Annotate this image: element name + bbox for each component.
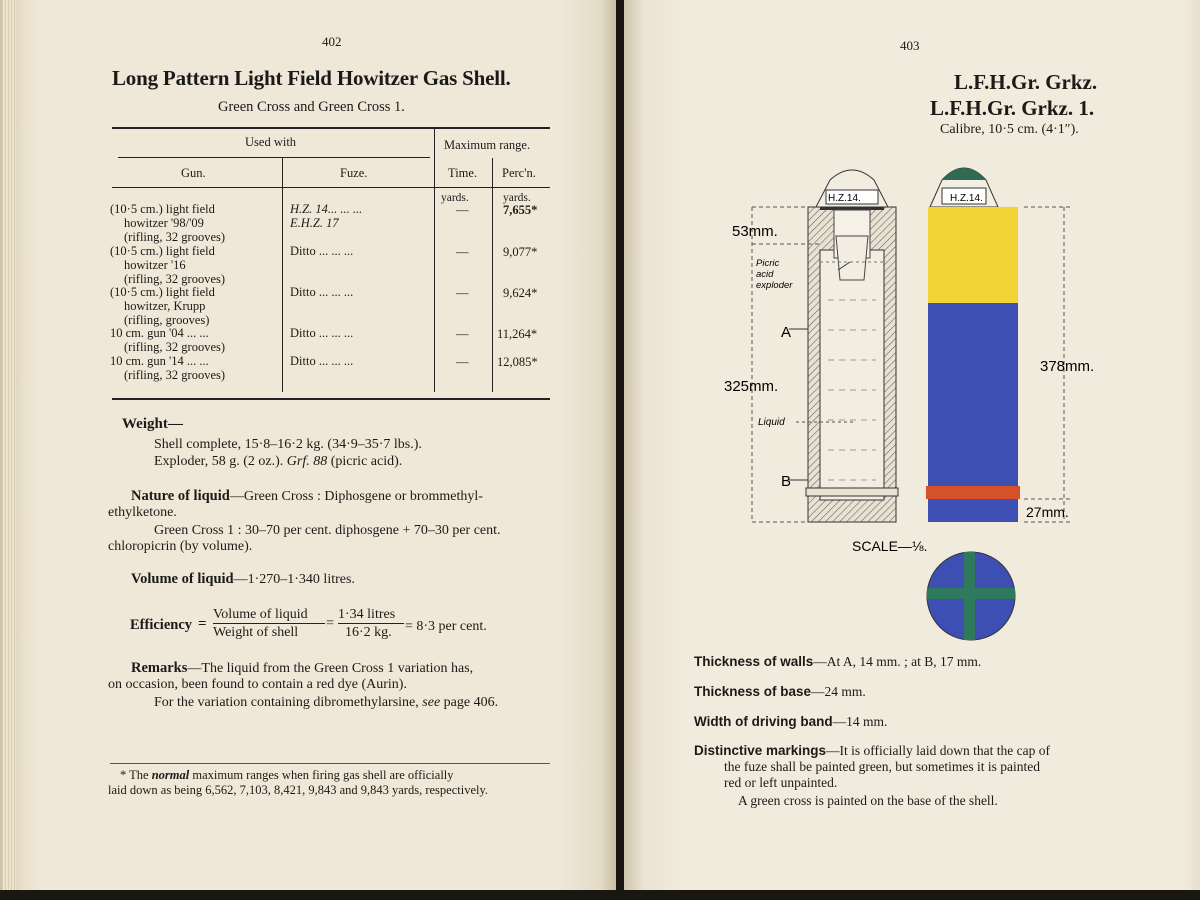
dimension-53mm: 53mm. [732, 223, 778, 240]
markings-line-4: A green cross is painted on the base of the shell. [738, 793, 998, 808]
gun-cell: (rifling, 32 grooves) [124, 368, 226, 382]
efficiency-equals: = [198, 616, 207, 632]
markings-line-3: red or left unpainted. [724, 775, 838, 790]
fuze-cap [942, 168, 986, 180]
gun-cell: (rifling, 32 grooves) [124, 230, 226, 244]
liquid-label: Liquid [758, 417, 785, 428]
gun-cell: howitzer '16 [124, 258, 186, 272]
footnote-line-2: laid down as being 6,562, 7,103, 8,421, 9,843 and 9,843 yards, respectively. [108, 783, 489, 797]
remarks-see: see [422, 695, 441, 710]
walls-heading: Thickness of walls [694, 654, 814, 669]
nature-heading: Nature of liquid [131, 488, 230, 504]
efficiency-heading: Efficiency [130, 617, 193, 633]
dimension-27mm: 27mm. [1026, 504, 1069, 520]
remarks-line-3 [154, 695, 498, 711]
fuze-cell: Ditto ... ... ... [290, 326, 354, 340]
left-page-number: 402 [322, 34, 342, 49]
walls-line [694, 654, 981, 670]
table-row [110, 202, 225, 244]
gun-cell: (10·5 cm.) light field [110, 285, 215, 299]
perc-cell: 7,655* [503, 203, 538, 217]
efficiency-numerator-2: 1·34 litres [338, 607, 396, 622]
remarks-text: —The liquid from the Green Cross 1 variation has, [187, 661, 474, 676]
nature-text: —Green Cross : Diphosgene or brommethyl- [229, 489, 483, 504]
efficiency-denominator-1: Weight of shell [213, 625, 299, 640]
gun-cell: (10·5 cm.) light field [110, 244, 215, 258]
dimension-325mm: 325mm. [724, 378, 779, 395]
markings-text: —It is officially laid down that the cap of [826, 743, 1050, 758]
table-bottom-rule [112, 398, 550, 400]
table-row [110, 285, 215, 327]
perc-cell: 9,077* [503, 245, 538, 259]
gun-cell: 10 cm. gun '04 ... ... [110, 326, 209, 340]
table-used-with-rule [118, 157, 430, 158]
remarks-heading: Remarks [131, 660, 188, 676]
gun-cell: 10 cm. gun '14 ... ... [110, 354, 209, 368]
header-max-range: Maximum range. [444, 138, 531, 152]
gun-cell: (rifling, 32 grooves) [124, 272, 226, 286]
band-text: —14 mm. [832, 714, 888, 729]
header-fuze: Fuze. [340, 166, 368, 180]
header-used-with: Used with [245, 135, 297, 149]
header-gun: Gun. [181, 166, 206, 180]
nature-line-4: chloropicrin (by volume). [108, 539, 253, 554]
band-heading: Width of driving band [694, 714, 833, 729]
markings-line-1 [694, 743, 1050, 759]
dimension-378mm: 378mm. [1040, 358, 1095, 375]
gun-cell: howitzer, Krupp [124, 299, 206, 313]
scale-label: SCALE—⅛. [852, 538, 928, 554]
remarks-variation: For the variation containing dibromethylarsine, [154, 695, 419, 710]
page-title: Long Pattern Light Field Howitzer Gas Shell. [112, 66, 511, 90]
walls-text: —At A, 14 mm. ; at B, 17 mm. [813, 654, 982, 669]
efficiency-denominator-2: 16·2 kg. [345, 625, 392, 640]
volume-text: —1·270–1·340 litres. [233, 572, 355, 587]
time-cell: — [456, 286, 469, 300]
footnote-rule [110, 763, 550, 764]
time-cell: — [456, 245, 469, 259]
driving-band [926, 486, 1020, 499]
time-cell: — [456, 355, 469, 369]
page-subtitle: Green Cross and Green Cross 1. [218, 99, 405, 115]
unit-time: yards. [441, 192, 469, 204]
picric-label-1: Picric [756, 258, 780, 269]
time-cell: — [456, 327, 469, 341]
fuze-label-sectional: H.Z.14. [828, 193, 861, 204]
perc-cell: 9,624* [503, 286, 538, 300]
footnote-line-1 [120, 768, 454, 783]
efficiency-numerator-1: Volume of liquid [213, 607, 308, 622]
efficiency-result: = 8·3 per cent. [405, 619, 487, 634]
header-time: Time. [448, 166, 478, 180]
weight-heading: Weight— [122, 416, 183, 432]
base-view [927, 552, 1015, 640]
table-row [110, 354, 225, 382]
table-top-rule [112, 127, 550, 129]
perc-cell: 11,264* [497, 327, 538, 341]
remarks-line-1 [131, 660, 473, 677]
right-page-number: 403 [900, 38, 920, 53]
volume-heading: Volume of liquid [131, 571, 234, 587]
picric-label-3: exploder [756, 280, 793, 291]
fuze-cell [290, 202, 362, 230]
green-cross-horizontal [927, 588, 1015, 599]
label-point-a: A [781, 324, 792, 341]
markings-heading: Distinctive markings [694, 743, 827, 758]
picric-label-2: acid [756, 269, 774, 280]
table-vline-main [434, 128, 435, 392]
nature-line-2: ethylketone. [108, 505, 177, 520]
base-line [694, 684, 866, 700]
fuze-text: H.Z. 14... ... ... [290, 202, 363, 216]
table-row [110, 244, 225, 286]
page-edges [2, 0, 16, 890]
weight-exploder-model: Grf. 88 [286, 454, 328, 469]
fraction-bar-2 [338, 623, 404, 624]
footnote-mark: * The [120, 768, 149, 782]
shell-diagram [624, 150, 1200, 650]
table-header-rule [112, 187, 550, 188]
weight-line-2 [154, 454, 402, 470]
designation-line-1: L.F.H.Gr. Grkz. [954, 70, 1098, 94]
table-vline-time [492, 158, 493, 392]
footnote-text: maximum ranges when firing gas shell are officially [192, 768, 454, 782]
weight-exploder-note: (picric acid). [330, 454, 403, 469]
nature-line-3: Green Cross 1 : 30–70 per cent. diphosgene + 70–30 per cent. [154, 523, 501, 538]
gun-cell: howitzer '98/'09 [124, 216, 204, 230]
designation-line-2: L.F.H.Gr. Grkz. 1. [930, 96, 1095, 120]
header-perc: Perc'n. [502, 166, 536, 180]
fuze-text: E.H.Z. 17 [290, 216, 339, 230]
painted-shell-view [926, 168, 1070, 522]
remarks-page-ref: page 406. [443, 695, 499, 710]
nature-line-1 [131, 488, 483, 505]
markings-line-2: the fuze shall be painted green, but sometimes it is painted [724, 759, 1041, 774]
unit-perc: yards. [503, 192, 531, 204]
time-cell: — [456, 203, 469, 217]
fuze-label-painted: H.Z.14. [950, 193, 983, 204]
table-row [110, 326, 225, 354]
label-point-b: B [781, 473, 792, 490]
band-line [694, 714, 887, 730]
gun-cell: (rifling, grooves) [124, 313, 210, 327]
fuze-cell: Ditto ... ... ... [290, 354, 354, 368]
fuze-cell: Ditto ... ... ... [290, 244, 354, 258]
base-text: —24 mm. [811, 684, 866, 699]
weight-exploder: Exploder, 58 g. (2 oz.). [154, 454, 284, 469]
table-vline-fuze [282, 158, 283, 392]
yellow-band [928, 207, 1018, 303]
base-heading: Thickness of base [694, 684, 812, 699]
fraction-bar-1 [213, 623, 325, 624]
calibre: Calibre, 10·5 cm. (4·1″). [940, 122, 1079, 137]
weight-line-1: Shell complete, 15·8–16·2 kg. (34·9–35·7 lbs.). [154, 437, 422, 452]
fuze-cell: Ditto ... ... ... [290, 285, 354, 299]
right-page [624, 0, 1200, 890]
volume-line [131, 571, 355, 588]
footnote-normal: normal [151, 768, 190, 782]
perc-cell: 12,085* [497, 355, 538, 369]
gun-cell: (rifling, 32 grooves) [124, 340, 226, 354]
remarks-line-2: on occasion, been found to contain a red dye (Aurin). [108, 677, 407, 692]
gun-cell: (10·5 cm.) light field [110, 202, 215, 216]
efficiency-equals-2: = [326, 616, 334, 631]
